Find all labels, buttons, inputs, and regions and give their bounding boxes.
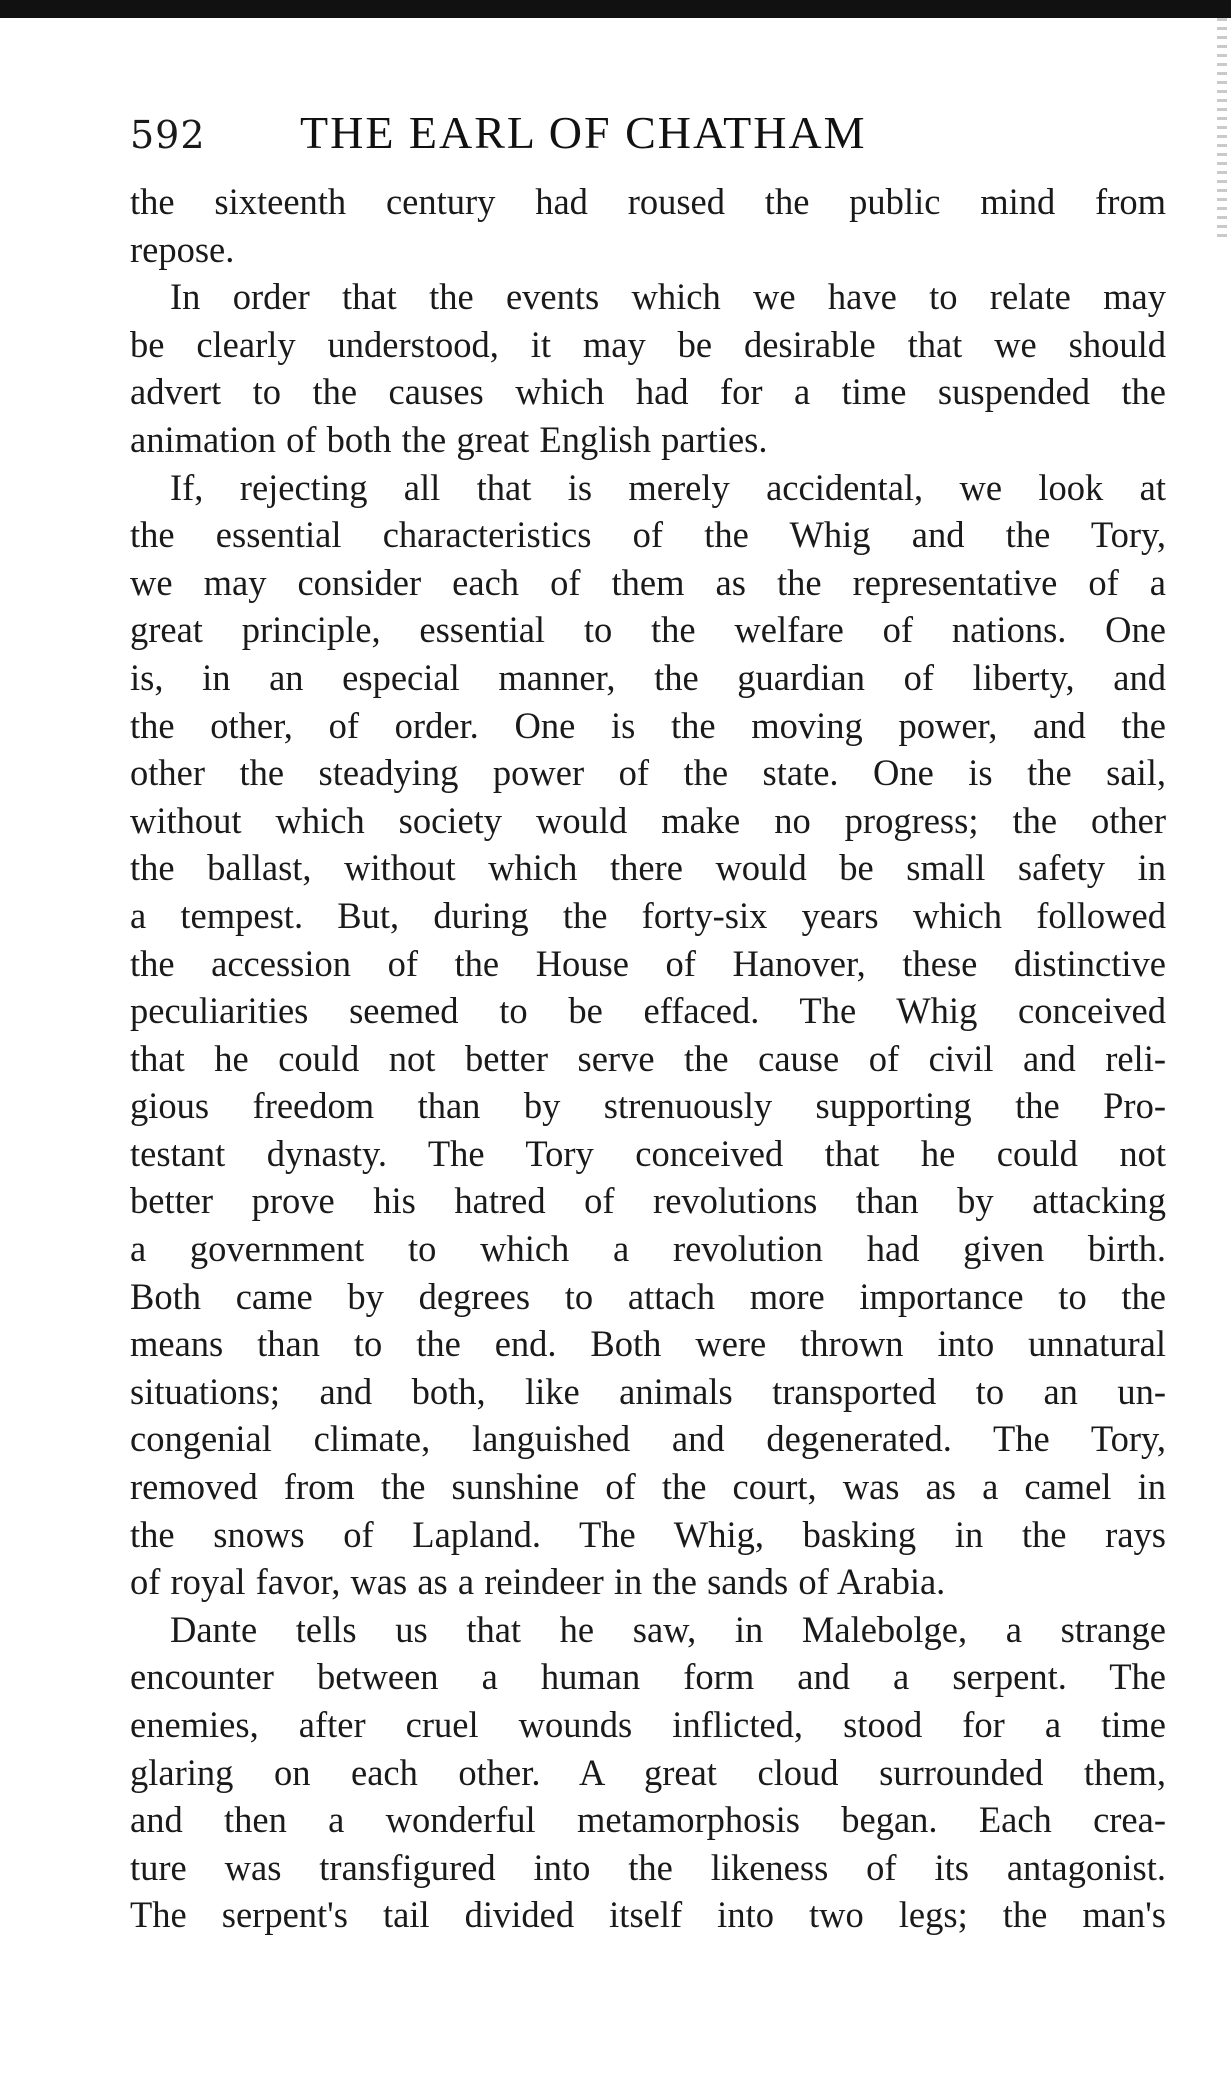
text-line: the other, of order. One is the moving power, and the bbox=[130, 704, 1166, 746]
text-line: that he could not better serve the cause of civil and reli- bbox=[130, 1037, 1166, 1079]
text-line: advert to the causes which had for a time suspended the bbox=[130, 371, 1166, 413]
text-line: The serpent's tail divided itself into two legs; the man's bbox=[130, 1894, 1166, 1936]
top-border-rule bbox=[0, 0, 1231, 18]
running-head bbox=[130, 106, 1166, 170]
text-line: enemies, after cruel wounds inflicted, stood for a time bbox=[130, 1704, 1166, 1745]
text-line: removed from the sunshine of the court, was as a camel in bbox=[130, 1466, 1166, 1508]
book-page bbox=[130, 106, 1166, 1939]
text-line: encounter between a human form and a serpent. The bbox=[130, 1656, 1166, 1698]
text-line: be clearly understood, it may be desirable that we should bbox=[130, 323, 1166, 365]
text-line: Both came by degrees to attach more importance to the bbox=[130, 1275, 1166, 1317]
text-line: the ballast, without which there would be small safety in bbox=[130, 847, 1166, 889]
page-edge-marks bbox=[1217, 18, 1227, 238]
paragraph bbox=[130, 273, 1166, 463]
text-line: of royal favor, was as a reindeer in the sands of Arabia. bbox=[130, 1561, 946, 1603]
text-line: without which society would make no progress; the other bbox=[130, 799, 1166, 841]
running-title: THE EARL OF CHATHAM bbox=[300, 107, 867, 158]
paragraph bbox=[130, 464, 1166, 1606]
text-line: means than to the end. Both were thrown into unnatural bbox=[130, 1323, 1166, 1365]
text-line: is, in an especial manner, the guardian of liberty, and bbox=[130, 656, 1166, 698]
text-line: great principle, essential to the welfare of nations. One bbox=[130, 609, 1166, 651]
text-line: animation of both the great English parties. bbox=[130, 418, 768, 460]
text-line: repose. bbox=[130, 228, 235, 270]
text-line: the essential characteristics of the Whig and the Tory, bbox=[130, 514, 1166, 556]
text-line: If, rejecting all that is merely accidental, we look at bbox=[170, 466, 1166, 508]
text-line: the accession of the House of Hanover, these distinctive bbox=[130, 942, 1166, 984]
text-line: situations; and both, like animals transported to an un- bbox=[130, 1370, 1166, 1412]
text-line: and then a wonderful metamorphosis began. Each crea- bbox=[130, 1799, 1166, 1841]
text-line: In order that the events which we have to relate may bbox=[170, 276, 1166, 318]
text-line: ture was transfigured into the likeness of its antagonist. bbox=[130, 1846, 1166, 1888]
text-line: the snows of Lapland. The Whig, basking in the rays bbox=[130, 1513, 1166, 1555]
text-line: congenial climate, languished and degenerated. The Tory, bbox=[130, 1418, 1166, 1460]
text-line: a tempest. But, during the forty-six years which followed bbox=[130, 894, 1166, 936]
text-line: a government to which a revolution had given birth. bbox=[130, 1228, 1166, 1270]
page-number: 592 bbox=[130, 113, 206, 157]
text-line: other the steadying power of the state. One is the sail, bbox=[130, 752, 1166, 794]
text-line: Dante tells us that he saw, in Malebolge, a strange bbox=[170, 1608, 1166, 1650]
text-line: glaring on each other. A great cloud surrounded them, bbox=[130, 1751, 1166, 1793]
text-line: peculiarities seemed to be effaced. The Whig conceived bbox=[130, 990, 1166, 1032]
text-line: gious freedom than by strenuously supporting the Pro- bbox=[130, 1085, 1166, 1127]
text-line: better prove his hatred of revolutions than by attacking bbox=[130, 1180, 1166, 1222]
text-line: testant dynasty. The Tory conceived that he could not bbox=[130, 1132, 1166, 1174]
body-text bbox=[130, 178, 1166, 1939]
text-line: the sixteenth century had roused the public mind from bbox=[130, 181, 1166, 222]
paragraph bbox=[130, 178, 1166, 273]
paragraph bbox=[130, 1606, 1166, 1939]
text-line: we may consider each of them as the representative of a bbox=[130, 561, 1166, 603]
